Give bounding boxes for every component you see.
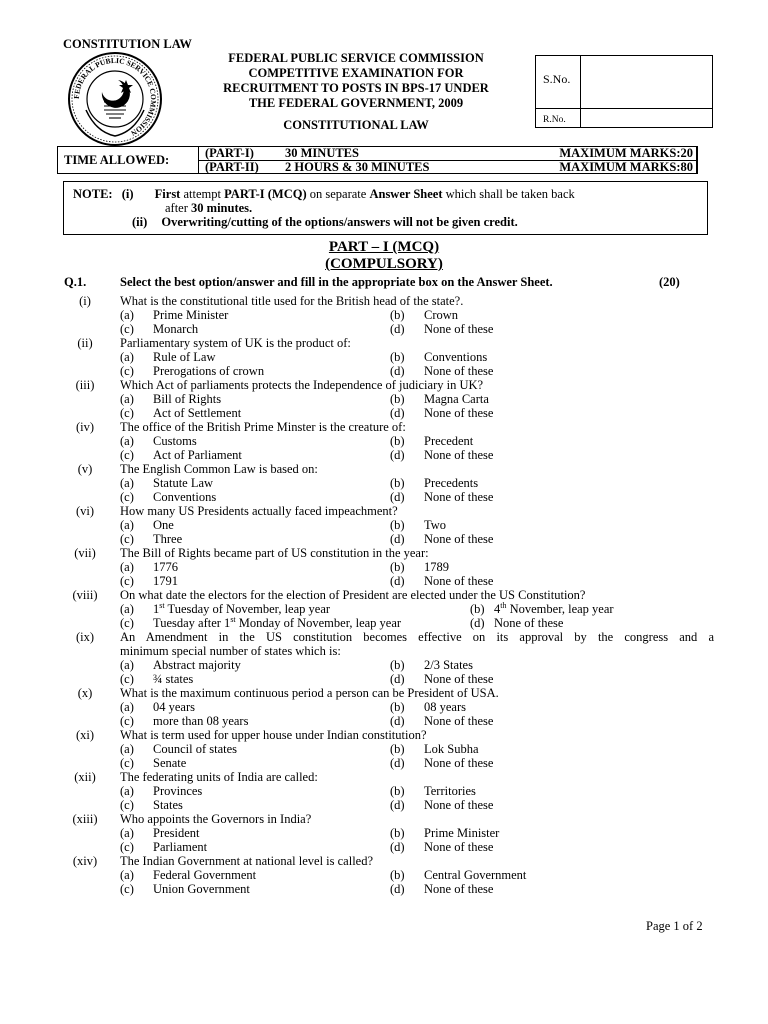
question-item [0, 686, 768, 728]
option-a-text: Abstract majority [153, 658, 241, 672]
option-d-key: (d) [390, 840, 405, 854]
option-a-text: One [153, 518, 174, 532]
question-instruction [0, 275, 768, 289]
option-a-key: (a) [120, 434, 134, 448]
time-allowed-box [57, 146, 697, 174]
note-line-3 [132, 215, 518, 229]
question-text: What is the constitutional title used for the British head of the state?. [120, 294, 464, 308]
option-c-text: 1791 [153, 574, 178, 588]
option-a-text: Customs [153, 434, 197, 448]
option-b-key: (b) [390, 308, 405, 322]
option-a-text: Prime Minister [153, 308, 229, 322]
question-stem [0, 686, 768, 700]
option-c-text: Monarch [153, 322, 199, 336]
option-a-text: Rule of Law [153, 350, 216, 364]
option-c-text: Union Government [153, 882, 250, 896]
note-num-ii: (ii) [132, 215, 148, 229]
option-b-text: Territories [424, 784, 476, 798]
option-c-key: (c) [120, 616, 134, 630]
option-b-text [494, 602, 614, 616]
option-b-text: Central Government [424, 868, 527, 882]
question-item [0, 588, 768, 630]
question-item [0, 854, 768, 896]
org-line-4: THE FEDERAL GOVERNMENT, 2009 [248, 96, 464, 110]
question-text: Who appoints the Governors in India? [120, 812, 312, 826]
note-text: Answer Sheet [369, 187, 443, 201]
option-a-key: (a) [120, 602, 134, 616]
question-stem [0, 854, 768, 868]
option-c-text: Parliament [153, 840, 208, 854]
option-d-text: None of these [424, 672, 494, 686]
question-text: The federating units of India are called: [120, 770, 318, 784]
question-text: The office of the British Prime Minster is the creature of: [120, 420, 406, 434]
option-b-text: Precedent [424, 434, 474, 448]
max-marks: MAXIMUM MARKS:20 [559, 146, 693, 160]
option-c-key: (c) [120, 406, 134, 420]
option-a-text: President [153, 826, 200, 840]
option-a-text: Council of states [153, 742, 238, 756]
time-row-part-2 [205, 161, 693, 174]
option-row [0, 616, 768, 630]
option-d-key: (d) [390, 448, 405, 462]
question-marks: (20) [659, 275, 680, 289]
option-a-key: (a) [120, 476, 134, 490]
header-organization [186, 51, 526, 133]
option-d-key: (d) [390, 364, 405, 378]
note-text: 30 minutes. [191, 201, 253, 215]
question-number: (ii) [77, 336, 93, 350]
question-number: (vi) [75, 504, 95, 518]
option-b-key: (b) [390, 392, 405, 406]
question-text: The Bill of Rights became part of US constitution in the year: [120, 546, 429, 560]
option-d-key: (d) [390, 406, 405, 420]
option-c-key: (c) [120, 714, 134, 728]
option-a-key: (a) [120, 700, 134, 714]
question-item [0, 378, 768, 420]
note-text: after [165, 201, 192, 215]
option-b-key: (b) [390, 784, 405, 798]
question-number: (vii) [74, 546, 96, 560]
option-row [0, 490, 768, 504]
option-d-key: (d) [390, 574, 405, 588]
option-d-key: (d) [390, 882, 405, 896]
question-text: Parliamentary system of UK is the product of: [120, 336, 351, 350]
option-row [0, 476, 768, 490]
option-a-text: 04 years [153, 700, 195, 714]
option-d-text: None of these [424, 490, 494, 504]
option-row [0, 350, 768, 364]
ordinal-suffix: st [159, 601, 165, 610]
question-stem-cont [0, 644, 768, 658]
question-number: (iii) [75, 378, 95, 392]
note-text: PART-I (MCQ) [224, 187, 307, 201]
option-row [0, 826, 768, 840]
question-item [0, 294, 768, 336]
option-a-text: Federal Government [153, 868, 257, 882]
duration: 30 MINUTES [285, 146, 359, 160]
question-stem [0, 462, 768, 476]
option-row [0, 658, 768, 672]
question-stem [0, 812, 768, 826]
question-text: On what date the electors for the election of President are elected under the US Constitution? [120, 588, 586, 602]
question-stem [0, 336, 768, 350]
option-row [0, 784, 768, 798]
question-number: (xi) [75, 728, 95, 742]
org-line-3: RECRUITMENT TO POSTS IN BPS-17 UNDER [223, 81, 489, 95]
option-c-text: Conventions [153, 490, 217, 504]
option-a-key: (a) [120, 826, 134, 840]
option-a-text: Statute Law [153, 476, 214, 490]
org-line-1: FEDERAL PUBLIC SERVICE COMMISSION [228, 51, 484, 65]
fpsc-logo [66, 50, 164, 148]
option-d-text: None of these [424, 406, 494, 420]
option-c-key: (c) [120, 798, 134, 812]
option-b-key: (b) [390, 434, 405, 448]
option-c-key: (c) [120, 756, 134, 770]
note-box [63, 181, 708, 235]
option-c-text: States [153, 798, 183, 812]
part-label: (PART-II) [205, 160, 259, 174]
time-allowed-label: TIME ALLOWED: [64, 153, 170, 167]
question-item [0, 770, 768, 812]
question-number: (v) [77, 462, 93, 476]
option-c-key: (c) [120, 882, 134, 896]
option-d-text: None of these [424, 798, 494, 812]
option-d-text: None of these [424, 448, 494, 462]
option-row [0, 868, 768, 882]
note-num-i: (i) [121, 187, 134, 201]
option-b-key: (b) [390, 742, 405, 756]
option-c-text: Act of Parliament [153, 448, 242, 462]
option-a-key: (a) [120, 308, 134, 322]
header-top-label: CONSTITUTION LAW [63, 37, 192, 51]
time-rows [198, 146, 698, 174]
question-number: Q.1. [64, 275, 87, 289]
question-item [0, 728, 768, 770]
question-item [0, 420, 768, 462]
option-a-text: 1776 [153, 560, 178, 574]
serial-number-box [535, 55, 713, 128]
page-number: Page 1 of 2 [646, 919, 703, 933]
option-d-key: (d) [390, 714, 405, 728]
option-b-key: (b) [390, 476, 405, 490]
option-b-text: Lok Subha [424, 742, 479, 756]
option-row [0, 574, 768, 588]
option-c-text: more than 08 years [153, 714, 249, 728]
option-c-text: Act of Settlement [153, 406, 242, 420]
option-c-text: Three [153, 532, 183, 546]
option-d-key: (d) [390, 532, 405, 546]
part-subtitle: (COMPULSORY) [325, 256, 443, 272]
option-row [0, 532, 768, 546]
question-stem [0, 504, 768, 518]
option-a-key: (a) [120, 784, 134, 798]
option-b-text: Precedents [424, 476, 479, 490]
option-b-key: (b) [390, 700, 405, 714]
option-d-key: (d) [390, 672, 405, 686]
option-c-key: (c) [120, 490, 134, 504]
option-text-part: 4 [494, 602, 501, 616]
option-row [0, 840, 768, 854]
question-item [0, 546, 768, 588]
note-text: which shall be taken back [442, 187, 575, 201]
ordinal-suffix: th [500, 601, 507, 610]
option-row [0, 756, 768, 770]
question-text: The Indian Government at national level is called? [120, 854, 374, 868]
option-a-key: (a) [120, 518, 134, 532]
question-number: (i) [79, 294, 91, 308]
question-stem [0, 630, 768, 644]
option-b-key: (b) [390, 868, 405, 882]
option-text-part: Monday of November, leap year [235, 616, 402, 630]
question-text: Which Act of parliaments protects the Independence of judiciary in UK? [120, 378, 484, 392]
question-stem [0, 546, 768, 560]
option-c-key: (c) [120, 574, 134, 588]
option-c-key: (c) [120, 364, 134, 378]
option-a-key: (a) [120, 560, 134, 574]
option-row [0, 560, 768, 574]
question-number: (iv) [75, 420, 95, 434]
option-a-text: Bill of Rights [153, 392, 222, 406]
option-b-text: 2/3 States [424, 658, 473, 672]
option-a-key: (a) [120, 350, 134, 364]
instruction-text: Select the best option/answer and fill in the appropriate box on the Answer Sheet. [120, 275, 553, 289]
option-row [0, 322, 768, 336]
question-text: What is term used for upper house under Indian constitution? [120, 728, 427, 742]
option-row [0, 308, 768, 322]
option-c-key: (c) [120, 448, 134, 462]
option-row [0, 714, 768, 728]
option-row [0, 518, 768, 532]
question-number: (viii) [72, 588, 98, 602]
option-c-text: Senate [153, 756, 187, 770]
option-row [0, 602, 768, 616]
option-d-text: None of these [424, 322, 494, 336]
option-row [0, 392, 768, 406]
option-a-key: (a) [120, 742, 134, 756]
part-label: (PART-I) [205, 146, 254, 160]
option-d-key: (d) [390, 756, 405, 770]
option-d-key: (d) [390, 490, 405, 504]
note-ii-text: Overwriting/cutting of the options/answers will not be given credit. [161, 215, 518, 229]
option-d-key: (d) [390, 322, 405, 336]
question-stem [0, 420, 768, 434]
option-d-text: None of these [424, 364, 494, 378]
note-label: NOTE: [73, 187, 113, 201]
option-c-key: (c) [120, 532, 134, 546]
option-b-text: Magna Carta [424, 392, 489, 406]
option-b-text: Crown [424, 308, 459, 322]
option-d-text: None of these [424, 714, 494, 728]
option-d-text: None of these [424, 574, 494, 588]
sno-label: S.No. [543, 72, 571, 86]
option-a-text: Provinces [153, 784, 203, 798]
duration: 2 HOURS & 30 MINUTES [285, 160, 430, 174]
question-stem [0, 588, 768, 602]
logo-ring-text: FEDERAL PUBLIC SERVICE COMMISSION [71, 55, 159, 138]
option-a-text [153, 602, 330, 616]
option-b-key: (b) [390, 826, 405, 840]
question-stem [0, 294, 768, 308]
question-text: The English Common Law is based on: [120, 462, 318, 476]
box-divider [536, 108, 712, 109]
question-stem [0, 378, 768, 392]
option-d-text: None of these [424, 840, 494, 854]
question-text: How many US Presidents actually faced impeachment? [120, 504, 398, 518]
box-divider [580, 56, 581, 127]
note-line-2 [165, 201, 252, 215]
option-d-text: None of these [424, 532, 494, 546]
question-stem [0, 728, 768, 742]
option-d-key: (d) [470, 616, 485, 630]
option-c-text [153, 616, 401, 630]
option-text-part: November, leap year [506, 602, 614, 616]
option-a-key: (a) [120, 392, 134, 406]
question-text: minimum special number of states which is: [120, 644, 341, 658]
question-item [0, 504, 768, 546]
option-row [0, 406, 768, 420]
question-text: What is the maximum continuous period a person can be President of USA. [120, 686, 499, 700]
question-stem [0, 770, 768, 784]
option-b-text: Conventions [424, 350, 488, 364]
question-number: (ix) [75, 630, 95, 644]
option-c-key: (c) [120, 672, 134, 686]
option-d-text: None of these [424, 882, 494, 896]
option-row [0, 700, 768, 714]
option-c-text: ¾ states [153, 672, 194, 686]
option-b-key: (b) [470, 602, 485, 616]
option-b-text: 1789 [424, 560, 449, 574]
rno-label: R.No. [543, 115, 566, 125]
time-row-part-1 [205, 147, 693, 160]
question-number: (xiv) [72, 854, 98, 868]
note-first: First [154, 187, 181, 201]
note-text: on separate [306, 187, 370, 201]
option-row [0, 882, 768, 896]
note-text: attempt [180, 187, 225, 201]
question-number: (xiii) [72, 812, 98, 826]
option-b-text: Prime Minister [424, 826, 500, 840]
question-number: (x) [77, 686, 93, 700]
option-d-text: None of these [494, 616, 564, 630]
ordinal-suffix: st [230, 615, 236, 624]
question-item [0, 336, 768, 378]
part-title: PART – I (MCQ) [328, 239, 440, 255]
option-row [0, 672, 768, 686]
subject-title: CONSTITUTIONAL LAW [283, 118, 429, 132]
question-item [0, 630, 768, 686]
option-row [0, 798, 768, 812]
option-c-text: Prerogations of crown [153, 364, 265, 378]
option-row [0, 448, 768, 462]
option-d-key: (d) [390, 798, 405, 812]
option-a-key: (a) [120, 658, 134, 672]
max-marks: MAXIMUM MARKS:80 [559, 160, 693, 174]
option-b-key: (b) [390, 350, 405, 364]
option-b-key: (b) [390, 518, 405, 532]
option-b-key: (b) [390, 658, 405, 672]
org-line-2: COMPETITIVE EXAMINATION FOR [248, 66, 464, 80]
option-text-part: Tuesday after 1 [153, 616, 231, 630]
option-b-text: Two [424, 518, 447, 532]
option-a-key: (a) [120, 868, 134, 882]
question-text: An Amendment in the US constitution becomes effective on its approval by the congress and a [120, 630, 714, 644]
question-number: (xii) [74, 770, 96, 784]
option-text-part: 1 [153, 602, 160, 616]
option-c-key: (c) [120, 840, 134, 854]
note-line-1 [73, 187, 575, 201]
option-d-text: None of these [424, 756, 494, 770]
option-text-part: Tuesday of November, leap year [164, 602, 331, 616]
option-b-key: (b) [390, 560, 405, 574]
question-item [0, 462, 768, 504]
question-item [0, 812, 768, 854]
option-row [0, 434, 768, 448]
option-row [0, 742, 768, 756]
option-b-text: 08 years [424, 700, 466, 714]
option-c-key: (c) [120, 322, 134, 336]
option-row [0, 364, 768, 378]
